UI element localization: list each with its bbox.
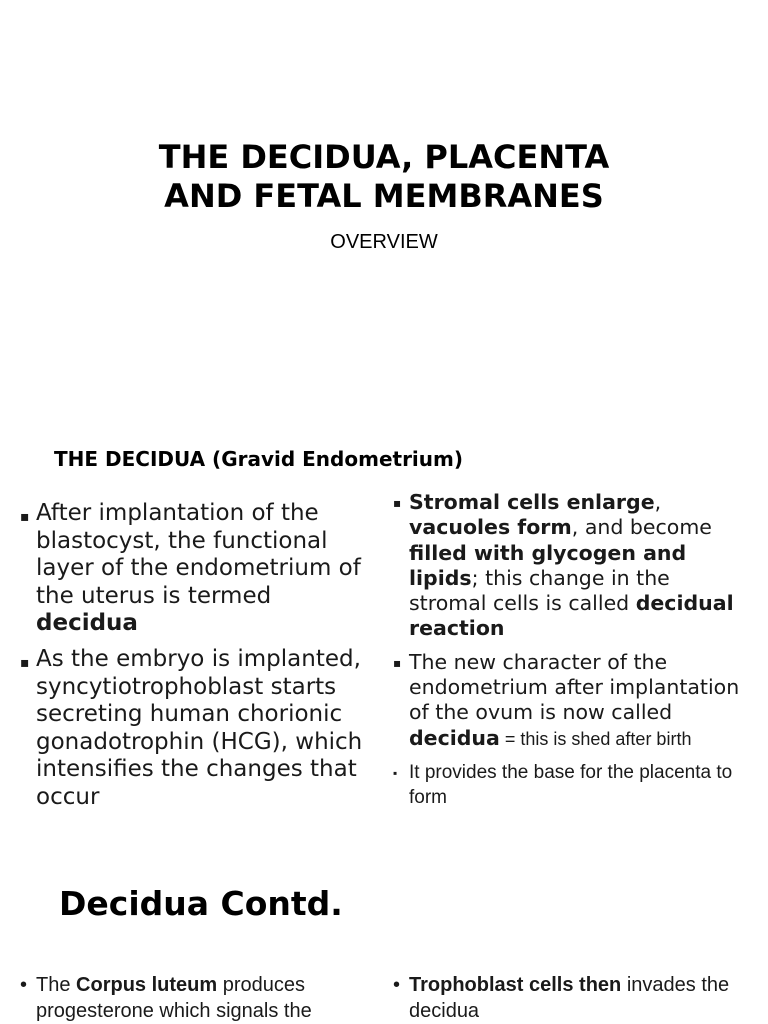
bottom-right-bold: Trophoblast cells then — [409, 974, 622, 996]
bottom-right-bullet — [393, 972, 753, 1024]
left-bullet-1-text: After implantation of the blastocyst, the functional layer of the endometrium of the uterus is termed — [36, 500, 361, 609]
bottom-left-column — [20, 972, 365, 1024]
title-line-2: AND FETAL MEMBRANES — [164, 177, 604, 215]
right-bullet-1-bold-c: filled with glycogen and lipids — [409, 540, 687, 590]
round-bullet-icon: • — [393, 974, 401, 996]
bottom-left-bold: Corpus luteum — [76, 974, 218, 996]
left-bullet-2-text: As the embryo is implanted, syncytiotrophoblast starts secreting human chorionic gonadotrophin (HCG), which intensifies the changes that occur — [36, 645, 363, 810]
right-column — [393, 490, 753, 818]
square-bullet-icon: ▪ — [393, 655, 402, 670]
right-bullet-2-bold: decidua — [409, 725, 500, 750]
decidua-contd-heading: Decidua Contd. — [59, 884, 343, 923]
right-bullet-2 — [393, 650, 753, 752]
right-bullet-1-bold-d: decidual reaction — [409, 591, 734, 641]
section-heading: THE DECIDUA (Gravid Endometrium) — [54, 447, 464, 471]
right-bullet-1-text-b: , and become — [571, 515, 712, 540]
slide-subtitle: OVERVIEW — [330, 231, 438, 253]
square-bullet-icon: ▪ — [20, 509, 30, 525]
bottom-right-text: invades the decidua — [409, 974, 730, 1022]
bottom-left-bullet — [20, 972, 365, 1024]
slide-title — [0, 138, 768, 216]
right-bullet-2-text-b: = this is shed after birth — [499, 728, 692, 749]
title-line-1: THE DECIDUA, PLACENTA — [158, 138, 610, 176]
square-bullet-icon: ▪ — [393, 496, 402, 510]
right-bullet-3 — [393, 760, 753, 810]
left-bullet-2 — [20, 646, 365, 812]
right-bullet-1-text-c: ; this change in the stromal cells is called — [409, 565, 670, 616]
round-bullet-icon: • — [20, 974, 28, 996]
right-bullet-1-bold-b: vacuoles form — [409, 515, 572, 540]
left-bullet-1 — [20, 500, 365, 638]
right-bullet-3-text: It provides the base for the placenta to form — [409, 761, 733, 808]
right-bullet-1 — [393, 490, 753, 642]
right-bullet-1-bold-a: Stromal cells enlarge — [409, 490, 655, 514]
bottom-left-text-b: produces progesterone which signals the — [36, 974, 312, 1022]
bottom-left-text-a: The — [36, 974, 77, 996]
bottom-right-column — [393, 972, 753, 1024]
left-bullet-1-bold: decidua — [36, 610, 138, 637]
right-bullet-1-text-a: , — [654, 490, 662, 514]
square-bullet-icon: ▪ — [20, 654, 30, 671]
left-column — [20, 500, 365, 862]
square-bullet-icon: ▪ — [393, 765, 398, 780]
right-bullet-2-text-a: The new character of the endometrium after implantation of the ovum is now called — [409, 649, 740, 725]
